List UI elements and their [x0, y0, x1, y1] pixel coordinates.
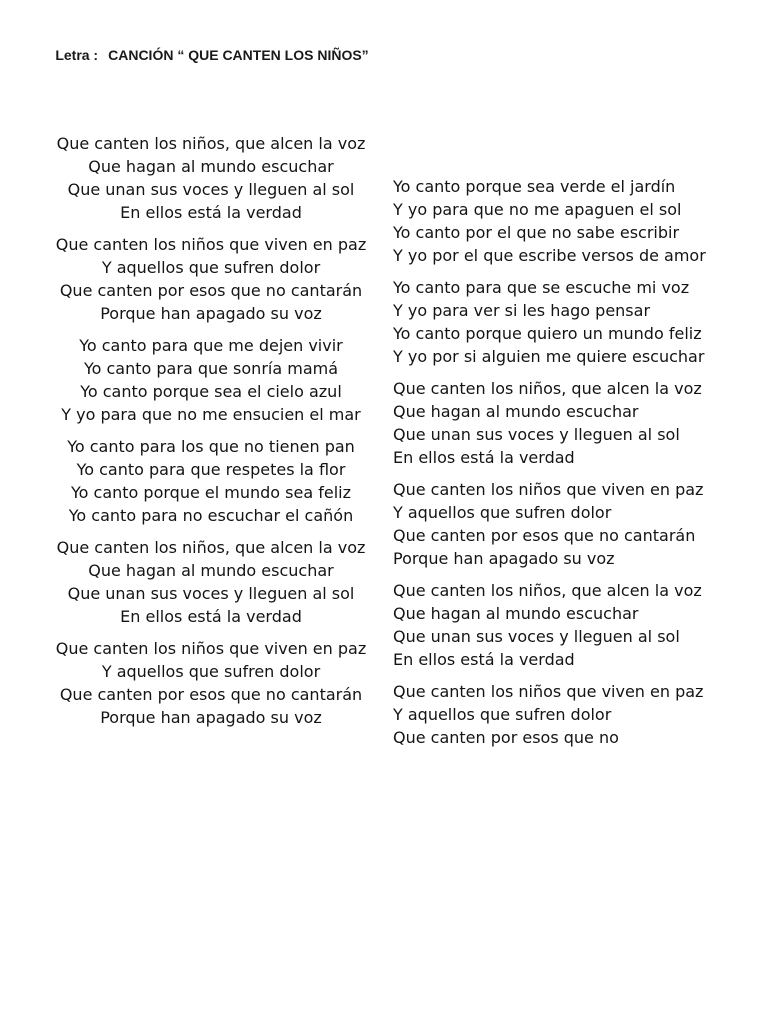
stanza [393, 579, 733, 671]
lyric-line: Que canten los niños que viven en paz [393, 682, 704, 701]
lyric-line: En ellos está la verdad [120, 203, 302, 222]
stanza [44, 637, 378, 729]
lyric-line: Yo canto para no escuchar el cañón [68, 506, 354, 525]
song-title [52, 44, 372, 67]
lyric-line: Yo canto para que me dejen vivir [79, 336, 343, 355]
lyric-line: Que canten los niños que viven en paz [55, 639, 367, 658]
lyric-line: Y aquellos que sufren dolor [393, 503, 612, 522]
lyric-line: Que hagan al mundo escuchar [393, 604, 639, 623]
lyric-line: Y yo para que no me ensucien el mar [61, 405, 361, 424]
lyric-line: En ellos está la verdad [393, 650, 575, 669]
lyric-line: Y yo para ver si les hago pensar [393, 301, 651, 320]
lyric-line: Yo canto porque quiero un mundo feliz [393, 324, 702, 343]
lyric-line: Porque han apagado su voz [393, 549, 615, 568]
lyric-line: Yo canto para que se escuche mi voz [393, 278, 690, 297]
lyric-line: Que unan sus voces y lleguen al sol [393, 425, 680, 444]
lyric-line: En ellos está la verdad [120, 607, 302, 626]
lyric-line: Porque han apagado su voz [100, 304, 322, 323]
lyric-line: Que hagan al mundo escuchar [88, 157, 334, 176]
lyric-line: Y aquellos que sufren dolor [101, 258, 321, 277]
lyric-line: Yo canto para que respetes la flor [76, 460, 346, 479]
lyric-line: Que canten los niños que viven en paz [55, 235, 367, 254]
lyric-line: Yo canto para los que no tienen pan [67, 437, 355, 456]
lyric-line: Y aquellos que sufren dolor [101, 662, 321, 681]
stanza [393, 680, 733, 749]
lyric-line: Yo canto porque el mundo sea feliz [71, 483, 351, 502]
lyric-line: Que canten por esos que no cantarán [59, 685, 363, 704]
lyric-line: En ellos está la verdad [393, 448, 575, 467]
lyric-line: Y yo por si alguien me quiere escuchar [393, 347, 705, 366]
stanza [44, 132, 378, 224]
lyric-line: Que canten por esos que no [393, 728, 619, 747]
lyric-line: Que unan sus voces y lleguen al sol [393, 627, 680, 646]
stanza [44, 233, 378, 325]
stanza [393, 478, 733, 570]
lyric-line: Yo canto por el que no sabe escribir [393, 223, 680, 242]
lyric-line: Que canten por esos que no cantarán [393, 526, 696, 545]
lyric-line: Que unan sus voces y lleguen al sol [67, 584, 355, 603]
lyric-line: Yo canto para que sonría mamá [83, 359, 339, 378]
lyric-line: Que canten los niños, que alcen la voz [393, 581, 702, 600]
lyric-line: Que canten los niños, que alcen la voz [56, 538, 366, 557]
lyrics-left-column [44, 132, 378, 738]
lyric-line: Yo canto porque sea el cielo azul [80, 382, 342, 401]
lyric-line: Y yo para que no me apaguen el sol [393, 200, 682, 219]
lyric-line: Que canten los niños, que alcen la voz [56, 134, 366, 153]
stanza [393, 175, 733, 267]
stanza [44, 334, 378, 426]
lyric-line: Que canten los niños que viven en paz [393, 480, 704, 499]
lyric-line: Porque han apagado su voz [100, 708, 322, 727]
stanza [44, 435, 378, 527]
title-prefix: Letra : [55, 47, 99, 63]
lyric-line: Que unan sus voces y lleguen al sol [67, 180, 355, 199]
lyric-line: Y aquellos que sufren dolor [393, 705, 612, 724]
lyric-line: Que hagan al mundo escuchar [88, 561, 334, 580]
stanza [393, 377, 733, 469]
stanza [44, 536, 378, 628]
lyric-line: Y yo por el que escribe versos de amor [393, 246, 706, 265]
lyric-line: Que hagan al mundo escuchar [393, 402, 639, 421]
lyric-line: Yo canto porque sea verde el jardín [393, 177, 676, 196]
stanza [393, 276, 733, 368]
lyric-line: Que canten por esos que no cantarán [59, 281, 363, 300]
lyric-line: Que canten los niños, que alcen la voz [393, 379, 702, 398]
title-text: CANCIÓN “ QUE CANTEN LOS NIÑOS” [108, 47, 369, 63]
lyrics-right-column [393, 175, 733, 758]
